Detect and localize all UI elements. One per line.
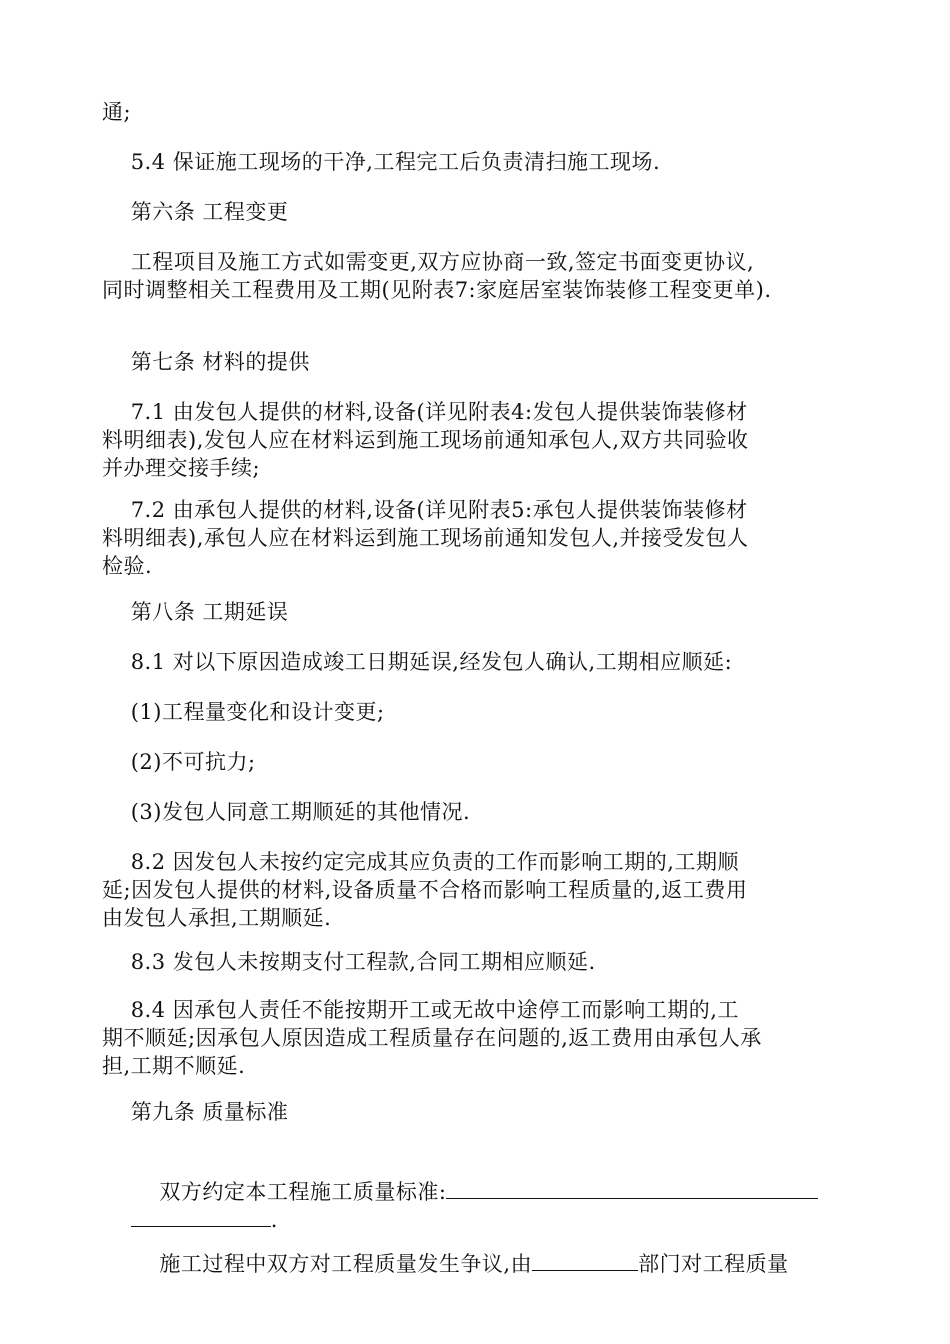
clause-7-2: 7.2 由承包人提供的材料,设备(详见附表5:承包人提供装饰装修材 [102,498,748,522]
text-line: 检验. [102,554,153,578]
text-line: 延;因发包人提供的材料,设备质量不合格而影响工程质量的,返工费用 [102,878,748,902]
text-line: 由发包人承担,工期顺延. [102,906,332,930]
text-line: 并办理交接手续; [102,456,261,480]
clause-8-2: 8.2 因发包人未按约定完成其应负责的工作而影响工期的,工期顺 [102,850,739,874]
department-blank [532,1248,638,1271]
text-line: 担,工期不顺延. [102,1054,246,1078]
text-line: 同时调整相关工程费用及工期(见附表7:家庭居室装饰装修工程变更单). [102,278,772,302]
clause-7-1: 7.1 由发包人提供的材料,设备(详见附表4:发包人提供装饰装修材 [102,400,748,424]
text-line: 工程项目及施工方式如需变更,双方应协商一致,签定书面变更协议, [102,250,755,274]
dispute-line [102,1220,852,1306]
clause-8-1: 8.1 对以下原因造成竣工日期延误,经发包人确认,工期相应顺延: [102,650,733,674]
period-mark: . [270,1208,278,1232]
list-item: (3)发包人同意工期顺延的其他情况. [102,800,471,824]
article-7-heading: 第七条 材料的提供 [102,350,310,374]
list-item: (1)工程量变化和设计变更; [102,700,385,724]
article-6-heading: 第六条 工程变更 [102,200,289,224]
text-line: 料明细表),发包人应在材料运到施工现场前通知承包人,双方共同验收 [102,428,749,452]
dispute-text-tail: 部门对工程质量 [638,1252,789,1276]
text-line: 料明细表),承包人应在材料运到施工现场前通知发包人,并接受发包人 [102,526,749,550]
clause-8-3: 8.3 发包人未按期支付工程款,合同工期相应顺延. [102,950,596,974]
text-line: 期不顺延;因承包人原因造成工程质量存在问题的,返工费用由承包人承 [102,1026,762,1050]
list-item: (2)不可抗力; [102,750,256,774]
clause-5-4: 5.4 保证施工现场的干净,工程完工后负责清扫施工现场. [102,150,661,174]
article-9-heading: 第九条 质量标准 [102,1100,289,1124]
clause-8-4: 8.4 因承包人责任不能按期开工或无故中途停工而影响工期的,工 [102,998,739,1022]
quality-standard-label: 双方约定本工程施工质量标准: [130,1180,447,1204]
article-8-heading: 第八条 工期延误 [102,600,289,624]
text-line: 通; [102,100,132,124]
dispute-text: 施工过程中双方对工程质量发生争议,由 [130,1252,533,1276]
